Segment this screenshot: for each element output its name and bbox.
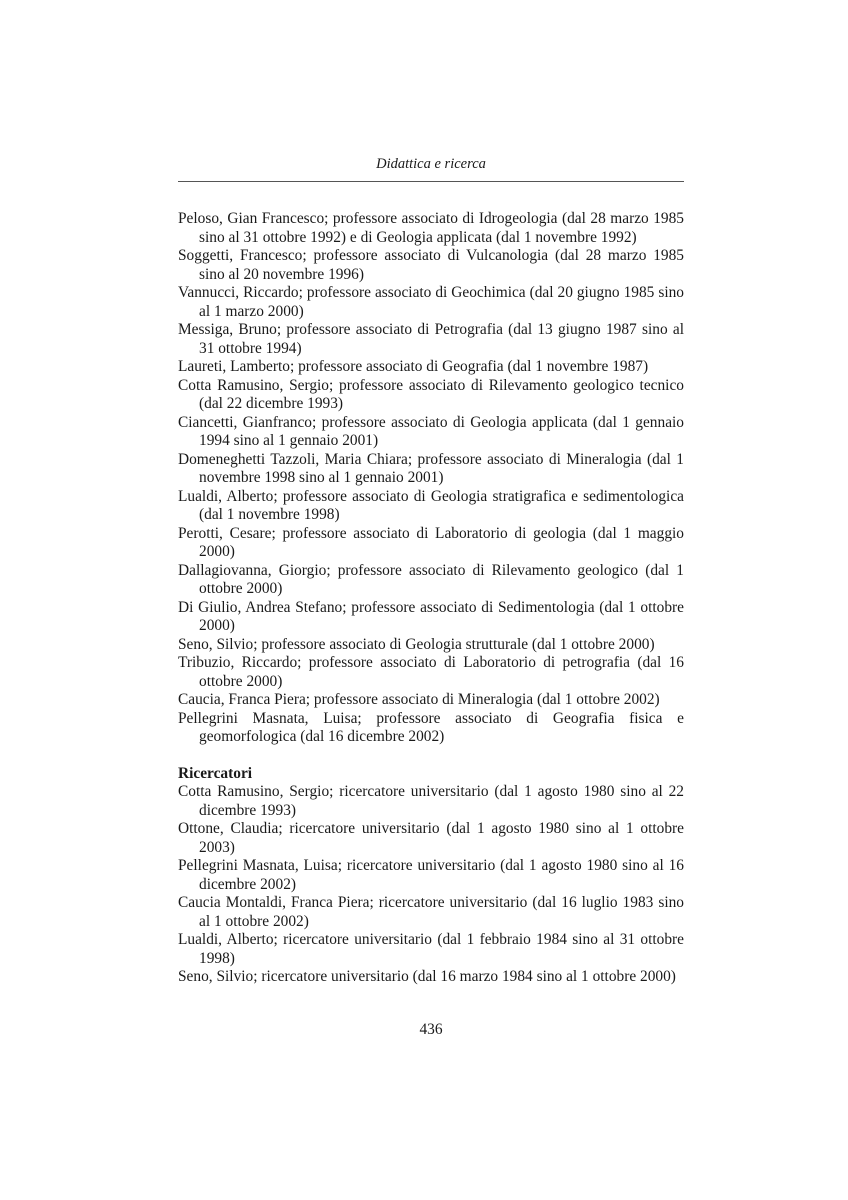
list-item: Perotti, Cesare; professore associato di Laboratorio di geologia (dal 1 maggio 2000) [178, 524, 684, 560]
list-item: Peloso, Gian Francesco; professore associato di Idrogeologia (dal 28 marzo 1985 sino al 31 ottobre 1992) e di Geologia applicata (dal 1 novembre 1992) [178, 210, 684, 246]
list-item: Domeneghetti Tazzoli, Maria Chiara; professore associato di Mineralogia (dal 1 novembre 1998 sino al 1 gennaio 2001) [178, 450, 684, 486]
list-item: Seno, Silvio; ricercatore universitario (dal 16 marzo 1984 sino al 1 ottobre 2000) [178, 968, 676, 985]
list-item: Caucia Montaldi, Franca Piera; ricercatore universitario (dal 16 luglio 1983 sino al 1 ottobre 2002) [178, 894, 684, 930]
associate-professors-list [178, 210, 684, 747]
section-title-ricercatori: Ricercatori [178, 764, 253, 782]
list-item: Caucia, Franca Piera; professore associato di Mineralogia (dal 1 ottobre 2002) [178, 691, 660, 708]
list-item: Vannucci, Riccardo; professore associato di Geochimica (dal 20 giugno 1985 sino al 1 marzo 2000) [178, 284, 684, 320]
list-item: Cotta Ramusino, Sergio; professore associato di Rilevamento geologico tecnico (dal 22 dicembre 1993) [178, 376, 684, 412]
list-item: Soggetti, Francesco; professore associato di Vulcanologia (dal 28 marzo 1985 sino al 20 novembre 1996) [178, 247, 684, 283]
header-rule [178, 181, 684, 182]
list-item: Pellegrini Masnata, Luisa; professore associato di Geografia fisica e geomorfologica (dal 16 dicembre 2002) [178, 709, 684, 745]
list-item: Pellegrini Masnata, Luisa; ricercatore universitario (dal 1 agosto 1980 sino al 16 dicembre 2002) [178, 857, 684, 893]
list-item: Cotta Ramusino, Sergio; ricercatore universitario (dal 1 agosto 1980 sino al 22 dicembre 1993) [178, 783, 684, 819]
running-head: Didattica e ricerca [376, 156, 486, 172]
page-number: 436 [419, 1021, 443, 1038]
list-item: Messiga, Bruno; professore associato di Petrografia (dal 13 giugno 1987 sino al 31 ottobre 1994) [178, 321, 684, 357]
list-item: Laureti, Lamberto; professore associato di Geografia (dal 1 novembre 1987) [178, 358, 649, 375]
list-item: Seno, Silvio; professore associato di Geologia strutturale (dal 1 ottobre 2000) [178, 635, 655, 653]
list-item: Ottone, Claudia; ricercatore universitario (dal 1 agosto 1980 sino al 1 ottobre 2003) [178, 820, 684, 856]
list-item: Lualdi, Alberto; professore associato di Geologia stratigrafica e sedimentologica (dal 1 novembre 1998) [178, 487, 684, 523]
researchers-list [178, 783, 684, 987]
list-item: Dallagiovanna, Giorgio; professore associato di Rilevamento geologico (dal 1 ottobre 2000) [178, 561, 684, 597]
list-item: Ciancetti, Gianfranco; professore associato di Geologia applicata (dal 1 gennaio 1994 sino al 1 gennaio 2001) [178, 413, 684, 449]
list-item: Di Giulio, Andrea Stefano; professore associato di Sedimentologia (dal 1 ottobre 2000) [178, 598, 684, 634]
list-item: Tribuzio, Riccardo; professore associato di Laboratorio di petrografia (dal 16 ottobre 2000) [178, 654, 684, 690]
list-item: Lualdi, Alberto; ricercatore universitario (dal 1 febbraio 1984 sino al 31 ottobre 1998) [178, 931, 684, 967]
document-page [178, 150, 684, 1050]
